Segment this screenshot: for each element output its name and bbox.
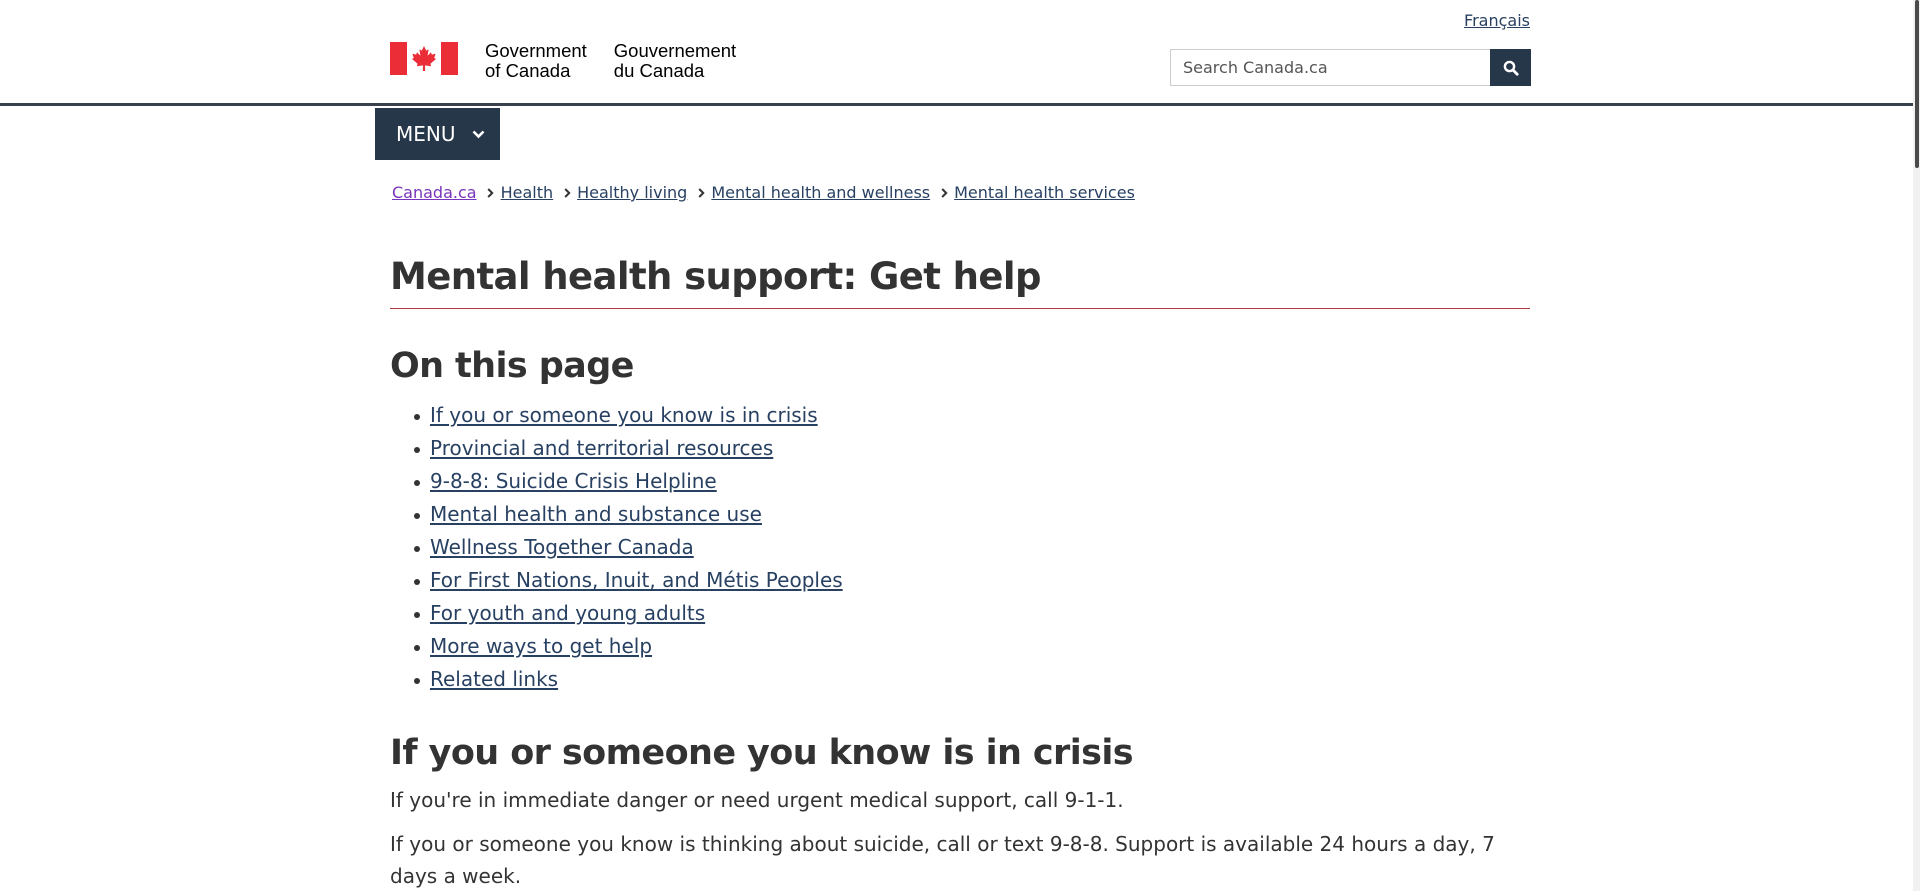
toc-item [430, 399, 843, 432]
search-form [1170, 49, 1531, 86]
breadcrumb-item-healthy-living[interactable]: Healthy living [577, 183, 688, 202]
breadcrumb-item-canada[interactable]: Canada.ca [392, 183, 477, 202]
chevron-right-icon [486, 188, 496, 198]
toc-item [430, 432, 843, 465]
search-icon [1503, 60, 1519, 76]
government-of-canada-signature[interactable] [390, 42, 736, 81]
toc-link-crisis[interactable]: If you or someone you know is in crisis [430, 403, 818, 427]
page-title: Mental health support: Get help [390, 252, 1530, 309]
main-menu-button[interactable] [375, 108, 500, 160]
crisis-paragraph-emergency: If you're in immediate danger or need urgent medical support, call 9-1-1. [390, 788, 1124, 812]
language-toggle-link[interactable]: Français [1464, 11, 1530, 30]
scrollbar-thumb[interactable] [1915, 0, 1919, 168]
table-of-contents [430, 399, 843, 696]
canada-flag-icon [390, 42, 458, 75]
search-button[interactable] [1490, 49, 1531, 86]
chevron-right-icon [696, 188, 706, 198]
site-header [0, 0, 1920, 106]
crisis-heading: If you or someone you know is in crisis [390, 733, 1133, 773]
toc-link-related[interactable]: Related links [430, 667, 559, 691]
menu-label: MENU [396, 122, 456, 146]
toc-item [430, 465, 843, 498]
page-scrollbar[interactable] [1913, 0, 1920, 891]
toc-item [430, 663, 843, 696]
toc-item [430, 597, 843, 630]
toc-link-wellness-together[interactable]: Wellness Together Canada [430, 535, 694, 559]
toc-item [430, 498, 843, 531]
toc-item [430, 630, 843, 663]
chevron-down-icon [472, 130, 485, 139]
search-input[interactable] [1170, 49, 1490, 86]
toc-item [430, 564, 843, 597]
toc-link-indigenous[interactable]: For First Nations, Inuit, and Métis Peoples [430, 568, 843, 592]
chevron-right-icon [562, 188, 572, 198]
signature-english: Government of Canada [485, 40, 587, 81]
crisis-paragraph-suicide: If you or someone you know is thinking about suicide, call or text 9-8-8. Support is available 24 hours a day, 7 days a week. [390, 832, 1495, 888]
toc-item [430, 531, 843, 564]
breadcrumb-item-health[interactable]: Health [500, 183, 554, 202]
toc-heading: On this page [390, 346, 634, 386]
breadcrumb-item-mental-health-wellness[interactable]: Mental health and wellness [711, 183, 931, 202]
chevron-right-icon [939, 188, 949, 198]
toc-link-substance-use[interactable]: Mental health and substance use [430, 502, 762, 526]
toc-link-988[interactable]: 9-8-8: Suicide Crisis Helpline [430, 469, 717, 493]
breadcrumb-item-mental-health-services[interactable]: Mental health services [954, 183, 1135, 202]
toc-link-provincial[interactable]: Provincial and territorial resources [430, 436, 774, 460]
toc-link-more-ways[interactable]: More ways to get help [430, 634, 653, 658]
breadcrumb [392, 183, 1135, 202]
toc-link-youth[interactable]: For youth and young adults [430, 601, 706, 625]
signature-french: Gouvernement du Canada [613, 40, 737, 81]
